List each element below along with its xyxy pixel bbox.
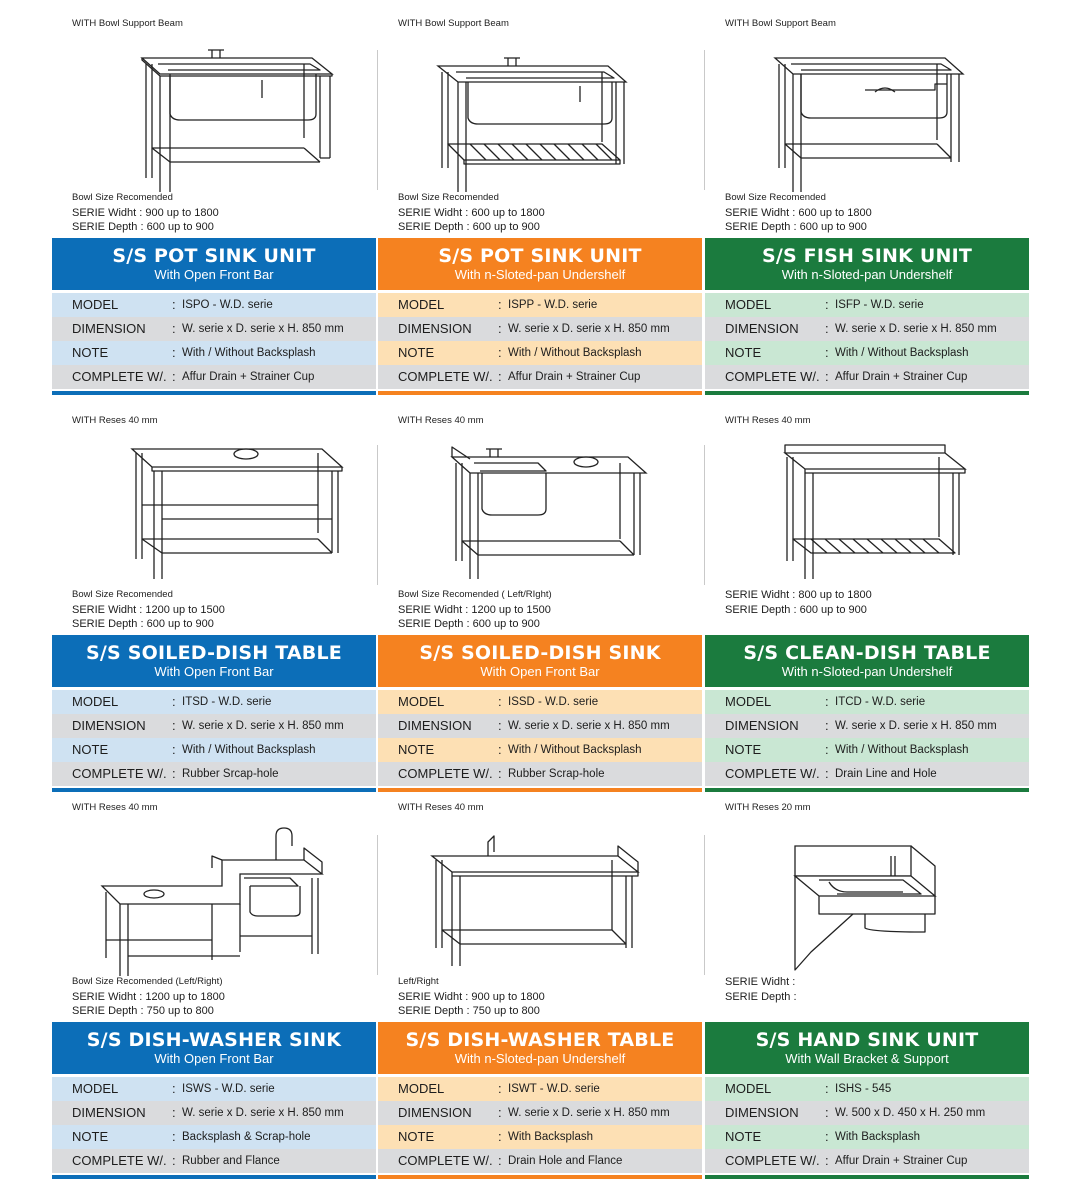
serie-depth: SERIE Depth : 750 up to 800 [398,1005,540,1018]
model-value: ISWS - W.D. serie [182,1082,275,1095]
dish-washer-sink-illustration [72,816,372,976]
serie-depth: SERIE Depth : 600 up to 900 [398,221,540,234]
complete-label: COMPLETE W/. [398,369,493,385]
product-title: S/S HAND SINK UNIT [755,1029,979,1051]
note-label: NOTE [725,345,762,361]
complete-row [52,365,376,389]
bowl-size-note: Bowl Size Recomended [72,589,173,600]
complete-label: COMPLETE W/. [725,1153,820,1169]
dimension-value: W. serie x D. serie x H. 850 mm [835,719,997,732]
model-value: ISPO - W.D. serie [182,298,273,311]
note-value: With / Without Backsplash [835,743,969,756]
colon: : [498,742,502,758]
dimension-label: DIMENSION [725,1105,799,1121]
serie-depth: SERIE Depth : [725,990,797,1003]
product-title-box [705,238,1029,290]
complete-value: Affur Drain + Strainer Cup [835,1154,968,1167]
product-card-soiled-dish-table [52,399,378,793]
spec-table [52,293,376,389]
note-row [705,1125,1029,1149]
complete-label: COMPLETE W/. [725,369,820,385]
model-value: ISWT - W.D. serie [508,1082,600,1095]
model-label: MODEL [398,694,445,710]
colon: : [498,718,502,734]
spec-table [705,1077,1029,1173]
serie-width: SERIE Widht : 900 up to 1800 [72,206,219,219]
dimension-row [705,1101,1029,1125]
note-value: With Backsplash [508,1130,594,1143]
note-value: With Backsplash [835,1130,921,1143]
product-title-box [378,1022,702,1074]
model-row [705,690,1029,714]
product-title: S/S CLEAN-DISH TABLE [743,642,991,664]
complete-row [52,762,376,786]
colon: : [825,297,829,313]
top-note: WITH Reses 40 mm [398,802,484,813]
product-title-box [52,635,376,687]
note-value: With / Without Backsplash [508,346,642,359]
colon: : [498,297,502,313]
serie-specs [398,975,545,1019]
dish-washer-table-illustration [398,816,698,976]
serie-depth: SERIE Depth : 600 up to 900 [725,221,867,234]
product-subtitle: With n-Sloted-pan Undershelf [781,267,953,282]
dimension-row [52,714,376,738]
dimension-row [52,317,376,341]
dimension-row [378,714,702,738]
model-value: ISFP - W.D. serie [835,298,924,311]
model-label: MODEL [72,297,119,313]
dimension-value: W. 500 x D. 450 x H. 250 mm [835,1106,986,1119]
product-title: S/S POT SINK UNIT [112,245,316,267]
dimension-value: W. serie x D. serie x H. 850 mm [182,1106,344,1119]
colon: : [172,1105,176,1121]
card-bottom-bar [705,391,1029,395]
model-row [52,690,376,714]
colon: : [825,321,829,337]
product-title: S/S SOILED-DISH TABLE [86,642,342,664]
complete-row [705,1149,1029,1173]
product-subtitle: With n-Sloted-pan Undershelf [781,664,953,679]
top-note: WITH Reses 40 mm [72,415,158,426]
colon: : [172,369,176,385]
dimension-row [705,317,1029,341]
product-subtitle: With Open Front Bar [154,267,274,282]
serie-depth: SERIE Depth : 600 up to 900 [725,603,867,616]
card-bottom-bar [52,391,376,395]
dimension-label: DIMENSION [398,1105,472,1121]
product-card-soiled-dish-sink [378,399,704,793]
serie-specs [398,588,552,632]
model-row [378,1077,702,1101]
complete-row [378,1149,702,1173]
dimension-label: DIMENSION [725,321,799,337]
note-label: NOTE [398,1129,435,1145]
colon: : [172,1081,176,1097]
model-value: ISHS - 545 [835,1082,892,1095]
product-title: S/S DISH-WASHER TABLE [405,1029,675,1051]
note-row [705,341,1029,365]
top-note: WITH Reses 40 mm [725,415,811,426]
clean-dish-table-illustration [725,429,1025,589]
card-bottom-bar [378,1175,702,1179]
dimension-value: W. serie x D. serie x H. 850 mm [508,1106,670,1119]
serie-specs [725,975,797,1004]
product-card-dish-washer-sink [52,786,378,1180]
dimension-value: W. serie x D. serie x H. 850 mm [508,719,670,732]
complete-label: COMPLETE W/. [72,766,167,782]
serie-specs [398,191,545,235]
pot-sink-slotted-shelf-illustration [398,32,698,192]
serie-width: SERIE Widht : 900 up to 1800 [398,990,545,1003]
top-note: WITH Bowl Support Beam [72,18,183,29]
model-row [378,293,702,317]
top-note: WITH Reses 40 mm [398,415,484,426]
colon: : [172,1153,176,1169]
complete-value: Drain Line and Hole [835,767,937,780]
note-label: NOTE [72,742,109,758]
top-note: WITH Bowl Support Beam [725,18,836,29]
note-label: NOTE [72,345,109,361]
model-row [705,1077,1029,1101]
model-row [52,293,376,317]
product-subtitle: With n-Sloted-pan Undershelf [454,1051,626,1066]
colon: : [825,345,829,361]
note-label: NOTE [725,1129,762,1145]
model-value: ISPP - W.D. serie [508,298,598,311]
colon: : [172,718,176,734]
dimension-label: DIMENSION [72,321,146,337]
bowl-size-note: Bowl Size Recomended ( Left/RIght) [398,589,552,600]
serie-depth: SERIE Depth : 750 up to 800 [72,1005,214,1018]
colon: : [825,1153,829,1169]
model-value: ITSD - W.D. serie [182,695,272,708]
dimension-row [705,714,1029,738]
colon: : [825,742,829,758]
colon: : [172,321,176,337]
serie-depth: SERIE Depth : 600 up to 900 [72,618,214,631]
colon: : [498,694,502,710]
product-subtitle: With n-Sloted-pan Undershelf [454,267,626,282]
complete-value: Drain Hole and Flance [508,1154,623,1167]
spec-table [705,293,1029,389]
note-row [378,1125,702,1149]
product-card-fish-sink [705,2,1031,396]
dimension-value: W. serie x D. serie x H. 850 mm [508,322,670,335]
product-subtitle: With Open Front Bar [480,664,600,679]
complete-row [378,762,702,786]
product-title: S/S FISH SINK UNIT [761,245,973,267]
note-value: Backsplash & Scrap-hole [182,1130,311,1143]
model-label: MODEL [72,1081,119,1097]
card-bottom-bar [378,391,702,395]
complete-value: Affur Drain + Strainer Cup [508,370,641,383]
colon: : [498,1081,502,1097]
complete-row [378,365,702,389]
model-row [378,690,702,714]
dimension-value: W. serie x D. serie x H. 850 mm [835,322,997,335]
colon: : [498,1129,502,1145]
complete-row [705,365,1029,389]
colon: : [498,321,502,337]
complete-value: Rubber Scrap-hole [508,767,605,780]
dimension-value: W. serie x D. serie x H. 850 mm [182,719,344,732]
fish-sink-illustration [725,32,1025,192]
serie-specs [725,588,872,617]
card-bottom-bar [52,1175,376,1179]
top-note: WITH Reses 40 mm [72,802,158,813]
colon: : [498,1153,502,1169]
top-note: WITH Bowl Support Beam [398,18,509,29]
bowl-size-note: Bowl Size Recomended [72,192,173,203]
dimension-row [378,317,702,341]
model-row [705,293,1029,317]
spec-table [705,690,1029,786]
model-label: MODEL [725,694,772,710]
product-card-dish-washer-table [378,786,704,1180]
spec-table [378,1077,702,1173]
complete-value: Affur Drain + Strainer Cup [182,370,315,383]
complete-label: COMPLETE W/. [725,766,820,782]
note-value: With / Without Backsplash [508,743,642,756]
colon: : [498,766,502,782]
colon: : [498,345,502,361]
product-title: S/S POT SINK UNIT [438,245,642,267]
colon: : [172,742,176,758]
colon: : [172,345,176,361]
model-value: ISSD - W.D. serie [508,695,599,708]
dimension-label: DIMENSION [398,321,472,337]
colon: : [825,369,829,385]
spec-table [52,1077,376,1173]
note-label: NOTE [725,742,762,758]
product-title-box [378,635,702,687]
note-row [52,341,376,365]
colon: : [825,766,829,782]
serie-depth: SERIE Depth : 600 up to 900 [398,618,540,631]
serie-specs [72,588,225,632]
colon: : [172,297,176,313]
complete-value: Rubber and Flance [182,1154,280,1167]
colon: : [825,1081,829,1097]
colon: : [825,1105,829,1121]
note-label: NOTE [398,742,435,758]
dimension-value: W. serie x D. serie x H. 850 mm [182,322,344,335]
model-label: MODEL [72,694,119,710]
top-note: WITH Reses 20 mm [725,802,811,813]
colon: : [825,718,829,734]
product-subtitle: With Wall Bracket & Support [785,1051,949,1066]
model-value: ITCD - W.D. serie [835,695,926,708]
colon: : [498,369,502,385]
note-row [52,1125,376,1149]
note-row [705,738,1029,762]
bowl-size-note: Bowl Size Recomended [398,192,499,203]
complete-label: COMPLETE W/. [72,369,167,385]
product-card-pot-sink-open-bar [52,2,378,396]
model-label: MODEL [725,1081,772,1097]
model-label: MODEL [398,297,445,313]
dimension-label: DIMENSION [398,718,472,734]
spec-table [378,293,702,389]
model-label: MODEL [725,297,772,313]
product-card-hand-sink [705,786,1031,1180]
colon: : [172,766,176,782]
complete-value: Rubber Srcap-hole [182,767,279,780]
bowl-size-note: Bowl Size Recomended [725,192,826,203]
soiled-dish-sink-illustration [398,429,698,589]
colon: : [498,1105,502,1121]
bowl-size-note: Bowl Size Recomended (Left/Right) [72,976,223,987]
product-title-box [705,635,1029,687]
complete-row [705,762,1029,786]
spec-table [52,690,376,786]
soiled-dish-table-illustration [72,429,372,589]
card-bottom-bar [705,1175,1029,1179]
product-title-box [52,1022,376,1074]
complete-label: COMPLETE W/. [398,766,493,782]
note-label: NOTE [398,345,435,361]
product-subtitle: With Open Front Bar [154,664,274,679]
serie-specs [725,191,872,235]
product-title: S/S SOILED-DISH SINK [419,642,661,664]
product-card-pot-sink-slotted [378,2,704,396]
dimension-label: DIMENSION [72,718,146,734]
note-row [52,738,376,762]
product-subtitle: With Open Front Bar [154,1051,274,1066]
note-value: With / Without Backsplash [182,743,316,756]
serie-width: SERIE Widht : [725,976,796,988]
dimension-label: DIMENSION [725,718,799,734]
product-title-box [52,238,376,290]
note-value: With / Without Backsplash [835,346,969,359]
product-card-clean-dish-table [705,399,1031,793]
complete-row [52,1149,376,1173]
complete-label: COMPLETE W/. [72,1153,167,1169]
note-value: With / Without Backsplash [182,346,316,359]
dimension-row [52,1101,376,1125]
hand-sink-illustration [725,816,1025,976]
note-label: NOTE [72,1129,109,1145]
model-label: MODEL [398,1081,445,1097]
serie-specs [72,191,219,235]
dimension-label: DIMENSION [72,1105,146,1121]
serie-specs [72,975,225,1019]
serie-width: SERIE Widht : 800 up to 1800 [725,589,872,601]
pot-sink-open-bar-illustration [72,32,372,192]
serie-width: SERIE Widht : 1200 up to 1800 [72,990,225,1003]
bowl-size-note: Left/Right [398,976,439,987]
colon: : [825,1129,829,1145]
serie-width: SERIE Widht : 600 up to 1800 [398,206,545,219]
serie-width: SERIE Widht : 1200 up to 1500 [398,603,551,616]
complete-label: COMPLETE W/. [398,1153,493,1169]
serie-depth: SERIE Depth : 600 up to 900 [72,221,214,234]
product-title: S/S DISH-WASHER SINK [86,1029,342,1051]
spec-table [378,690,702,786]
product-title-box [705,1022,1029,1074]
colon: : [825,694,829,710]
serie-width: SERIE Widht : 600 up to 1800 [725,206,872,219]
colon: : [172,1129,176,1145]
product-title-box [378,238,702,290]
serie-width: SERIE Widht : 1200 up to 1500 [72,603,225,616]
model-row [52,1077,376,1101]
dimension-row [378,1101,702,1125]
complete-value: Affur Drain + Strainer Cup [835,370,968,383]
note-row [378,341,702,365]
note-row [378,738,702,762]
colon: : [172,694,176,710]
